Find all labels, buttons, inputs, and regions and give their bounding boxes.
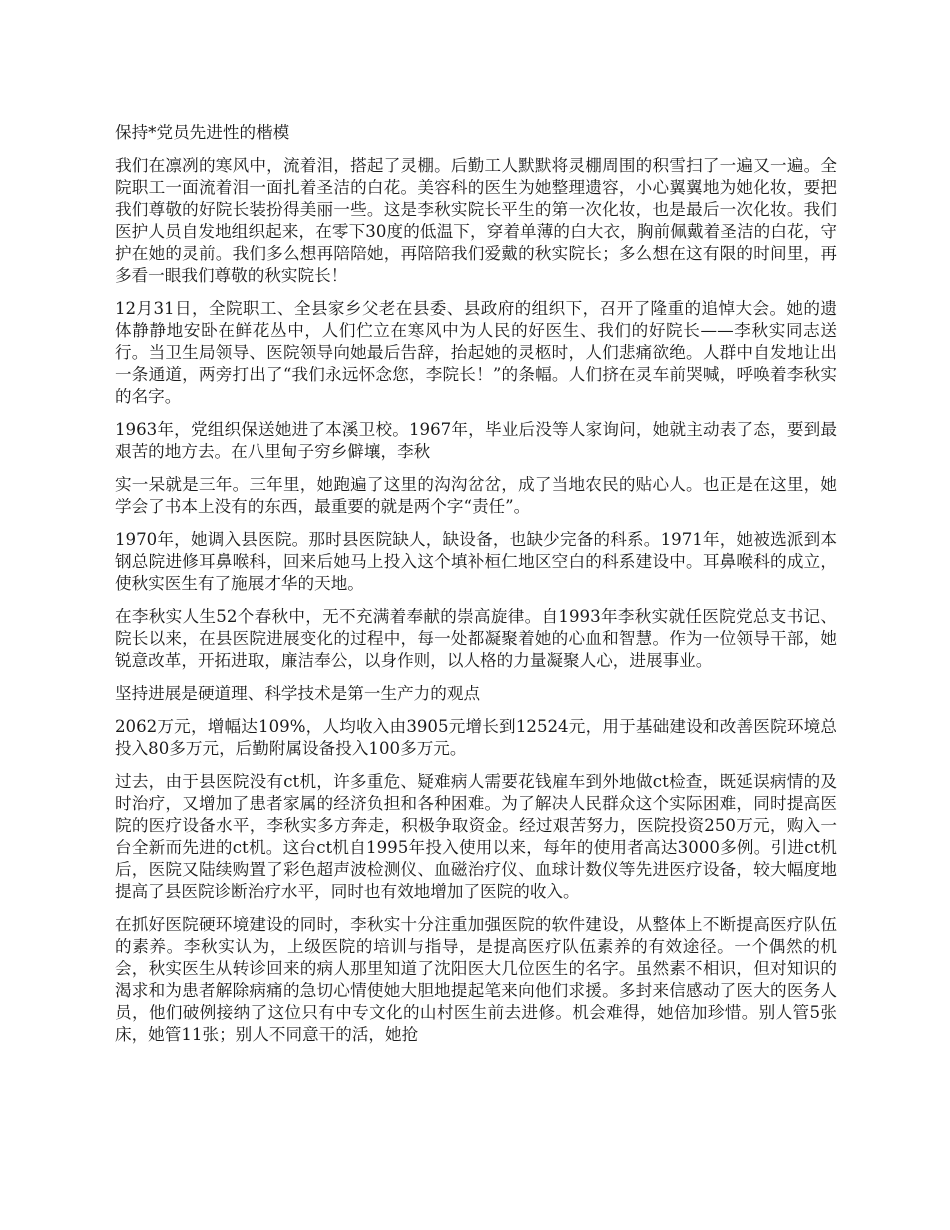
paragraph-three-years: 实一呆就是三年。三年里，她跑遍了这里的沟沟岔岔，成了当地农民的贴心人。也正是在这里，她学会了书本上没有的东西，最重要的就是两个字“责任”。 <box>115 475 837 516</box>
paragraph-mourning: 我们在凛冽的寒风中，流着泪，搭起了灵棚。后勤工人默默将灵棚周围的积雪扫了一遍又一遍。全院职工一面流着泪一面扎着圣洁的白花。美容科的医生为她整理遗容，小心翼翼地为她化妆，要把我们尊敬的好院长装扮得美丽一些。这是李秋实院长平生的第一次化妆，也是最后一次化妆。我们医护人员自发地组织起来，在零下30度的低温下，穿着单薄的白大衣，胸前佩戴着圣洁的白花，守护在她的灵前。我们多么想再陪陪她，再陪陪我们爱戴的秋实院长；多么想在这有限的时间里，再多看一眼我们尊敬的秋实院长！ <box>115 156 837 285</box>
document-title: 保持*党员先进性的楷模 <box>115 123 290 142</box>
paragraph-memorial-service: 12月31日，全院职工、全县家乡父老在县委、县政府的组织下，召开了隆重的追悼大会。她的遗体静静地安卧在鲜花丛中，人们伫立在寒风中为人民的好医生、我们的好院长——李秋实同志送行。当卫生局领导、医院领导向她最后告辞，抬起她的灵柩时，人们悲痛欲绝。人群中自发地让出一条通道，两旁打出了“我们永远怀念您，李院长！”的条幅。人们挤在灵车前哭喊，呼唤着李秋实的名字。 <box>115 299 837 406</box>
document-body <box>115 122 837 1057</box>
paragraph-1970: 1970年，她调入县医院。那时县医院缺人，缺设备，也缺少完备的科系。1971年，她被选派到本钢总院进修耳鼻喉科，回来后她马上投入这个填补桓仁地区空白的科系建设中。耳鼻喉科的成立，使秋实医生有了施展才华的天地。 <box>115 530 837 593</box>
section-heading-development: 坚持进展是硬道理、科学技术是第一生产力的观点 <box>115 684 481 703</box>
paragraph-1963: 1963年，党组织保送她进了本溪卫校。1967年，毕业后没等人家询问，她就主动表了态，要到最艰苦的地方去。在八里甸子穷乡僻壤，李秋 <box>115 420 837 461</box>
paragraph-revenue: 2062万元，增幅达109%，人均收入由3905元增长到12524元，用于基础建设和改善医院环境总投入80多万元，后勤附属设备投入100多万元。 <box>115 717 837 758</box>
paragraph-52-years: 在李秋实人生52个春秋中，无不充满着奉献的崇高旋律。自1993年李秋实就任医院党总支书记、院长以来，在县医院进展变化的过程中，每一处都凝聚着她的心血和智慧。作为一位领导干部，她锐意改革，开拓进取，廉洁奉公，以身作则，以人格的力量凝聚人心，进展事业。 <box>115 607 837 670</box>
paragraph-ct-machine: 过去，由于县医院没有ct机，许多重危、疑难病人需要花钱雇车到外地做ct检查，既延误病情的及时治疗，又增加了患者家属的经济负担和各种困难。为了解决人民群众这个实际困难，同时提高医院的医疗设备水平，李秋实多方奔走，积极争取资金。经过艰苦努力，医院投资250万元，购入一台全新而先进的ct机。这台ct机自1995年投入使用以来，每年的使用者高达3000多例。引进ct机后，医院又陆续购置了彩色超声波检测仪、血磁治疗仪、血球计数仪等先进医疗设备，较大幅度地提高了县医院诊断治疗水平，同时也有效地增加了医院的收入。 <box>115 772 837 901</box>
paragraph-training: 在抓好医院硬环境建设的同时，李秋实十分注重加强医院的软件建设，从整体上不断提高医疗队伍的素养。李秋实认为，上级医院的培训与指导，是提高医疗队伍素养的有效途径。一个偶然的机会，秋实医生从转诊回来的病人那里知道了沈阳医大几位医生的名字。虽然素不相识，但对知识的渴求和为患者解除病痛的急切心情使她大胆地提起笔来向他们求援。多封来信感动了医大的医务人员，他们破例接纳了这位只有中专文化的山村医生前去进修。机会难得，她倍加珍惜。别人管5张床，她管11张；别人不同意干的活，她抢 <box>115 915 837 1044</box>
